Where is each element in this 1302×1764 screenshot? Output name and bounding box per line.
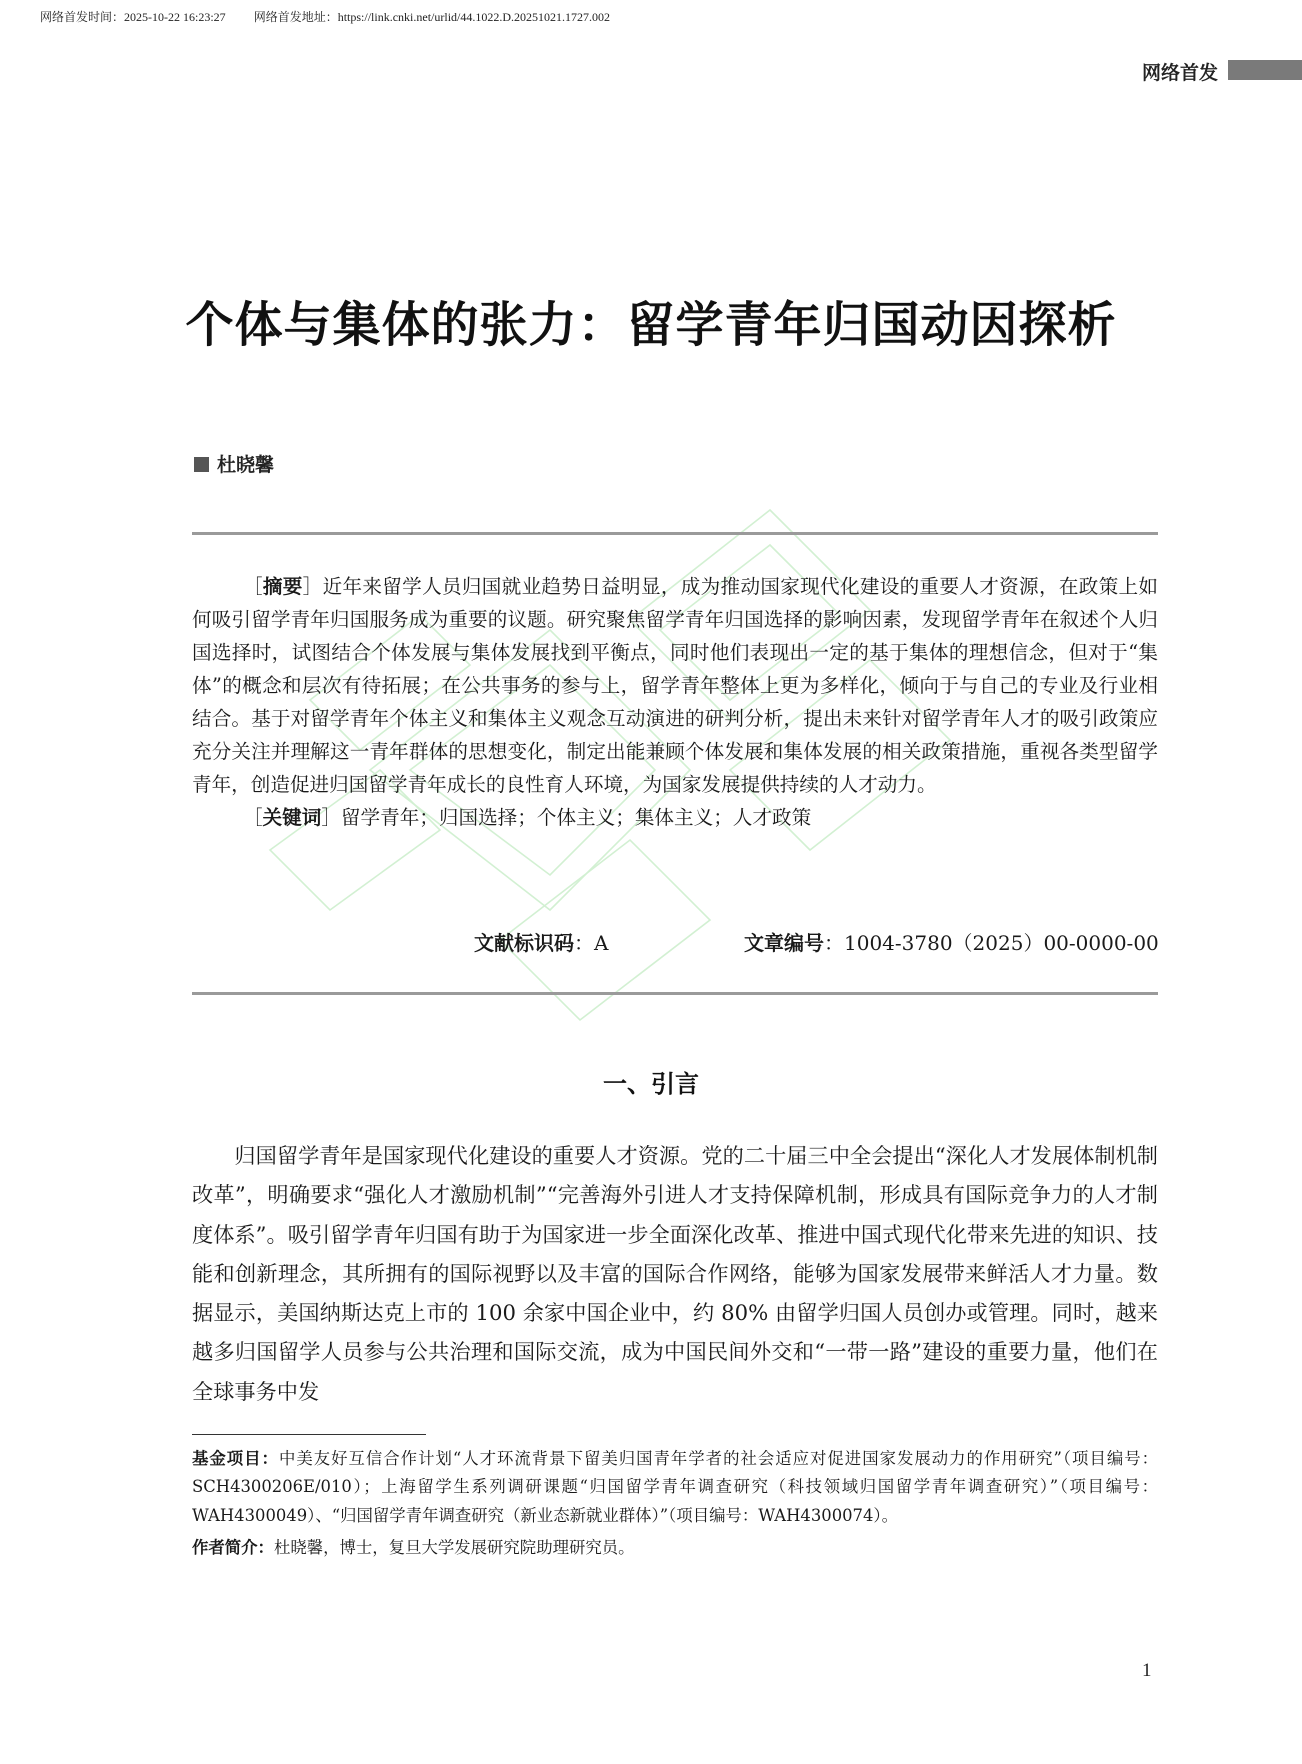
abstract-label: 摘要 — [262, 575, 303, 598]
online-first-badge: 网络首发 — [1141, 62, 1218, 84]
body-paragraph: 归国留学青年是国家现代化建设的重要人才资源。党的二十届三中全会提出“深化人才发展体制机制改革”，明确要求“强化人才激励机制”“完善海外引进人才支持保障机制，形成具有国际竞争力的人才制度体系”。吸引留学青年归国有助于为国家进一步全面深化改革、推进中国式现代化带来先进的知识、技能和创新理念，其所拥有的国际视野以及丰富的国际合作网络，能够为国家发展带来鲜活人才力量。数据显示，美国纳斯达克上市的 100 余家中国企业中，约 80% 由留学归国人员创办或管理。同时，越来越多归国留学人员参与公共治理和国际交流，成为中国民间外交和“一带一路”建设的重要力量，他们在全球事务中发 — [192, 1143, 1158, 1404]
footnote-rule — [192, 1434, 426, 1435]
keywords-paragraph: ［关键词］留学青年；归国选择；个体主义；集体主义；人才政策 — [242, 806, 812, 829]
doc-code: 文献标识码：A — [474, 931, 609, 955]
author-bio-text: 杜晓馨，博士，复旦大学发展研究院助理研究员。 — [273, 1538, 635, 1558]
article-number-label: 文章编号 — [744, 931, 824, 955]
keywords-label: 关键词 — [262, 806, 322, 829]
author-line — [194, 450, 274, 477]
pub-time-label: 网络首发时间： — [40, 10, 125, 24]
keywords-text: 留学青年；归国选择；个体主义；集体主义；人才政策 — [340, 806, 812, 829]
author-bio-label: 作者简介： — [192, 1538, 274, 1558]
article-number-value: 1004-3780（2025）00-0000-00 — [844, 931, 1159, 955]
section-heading: 一、引言 — [603, 1070, 699, 1098]
doc-code-label: 文献标识码 — [474, 931, 574, 955]
top-divider — [192, 532, 1158, 535]
abstract-text: 近年来留学人员归国就业趋势日益明显，成为推动国家现代化建设的重要人才资源，在政策上如何吸引留学青年归国服务成为重要的议题。研究聚焦留学青年归国选择的影响因素，发现留学青年在叙述个人归国选择时，试图结合个体发展与集体发展找到平衡点，同时他们表现出一定的基于集体的理想信念，但对于“集体”的概念和层次有待拓展；在公共事务的参与上，留学青年整体上更为多样化，倾向于与自己的专业及行业相结合。基于对留学青年个体主义和集体主义观念互动演进的研判分析，提出未来针对留学青年人才的吸引政策应充分关注并理解这一青年群体的思想变化，制定出能兼顾个体发展和集体发展的相关政策措施，重视各类型留学青年，创造促进归国留学青年成长的良性育人环境，为国家发展提供持续的人才动力。 — [192, 575, 1159, 796]
article-number: 文章编号：1004-3780（2025）00-0000-00 — [744, 931, 1159, 955]
abstract-paragraph: ［摘要］近年来留学人员归国就业趋势日益明显，成为推动国家现代化建设的重要人才资源，在政策上如何吸引留学青年归国服务成为重要的议题。研究聚焦留学青年归国选择的影响因素，发现留学青年在叙述个人归国选择时，试图结合个体发展与集体发展找到平衡点，同时他们表现出一定的基于集体的理想信念，但对于“集体”的概念和层次有待拓展；在公共事务的参与上，留学青年整体上更为多样化，倾向于与自己的专业及行业相结合。基于对留学青年个体主义和集体主义观念互动演进的研判分析，提出未来针对留学青年人才的吸引政策应充分关注并理解这一青年群体的思想变化，制定出能兼顾个体发展和集体发展的相关政策措施，重视各类型留学青年，创造促进归国留学青年成长的良性育人环境，为国家发展提供持续的人才动力。 — [192, 575, 1159, 796]
article-title: 个体与集体的张力：留学青年归国动因探析 — [185, 297, 1117, 353]
abstract-block — [192, 570, 1158, 834]
footnotes — [192, 1445, 1158, 1563]
body-text — [192, 1136, 1158, 1411]
publication-info-line — [40, 8, 610, 25]
doc-code-value: A — [594, 931, 609, 955]
pub-url[interactable]: https://link.cnki.net/urlid/44.1022.D.20251021.1727.002 — [337, 10, 611, 24]
funding-label: 基金项目： — [192, 1449, 279, 1468]
bottom-divider — [192, 992, 1158, 995]
funding-note — [192, 1445, 1158, 1530]
author-bio-note — [192, 1534, 1158, 1562]
pub-url-label: 网络首发地址： — [253, 10, 338, 24]
author-square-bullet-icon — [194, 457, 209, 472]
funding-text: 中美友好互信合作计划“人才环流背景下留美归国青年学者的社会适应对促进国家发展动力的作用研究”（项目编号：SCH4300206E/010）；上海留学生系列调研课题“归国留学青年调查研究（科技领域归国留学青年调查研究）”（项目编号：WAH4300049）、“归国留学青年调查研究（新业态新就业群体）”（项目编号：WAH4300074）。 — [192, 1449, 1158, 1525]
badge-bar — [1228, 60, 1302, 80]
author-name: 杜晓馨 — [217, 454, 275, 476]
page-number: 1 — [1142, 1660, 1152, 1681]
pub-time: 2025-10-22 16:23:27 — [124, 10, 226, 24]
